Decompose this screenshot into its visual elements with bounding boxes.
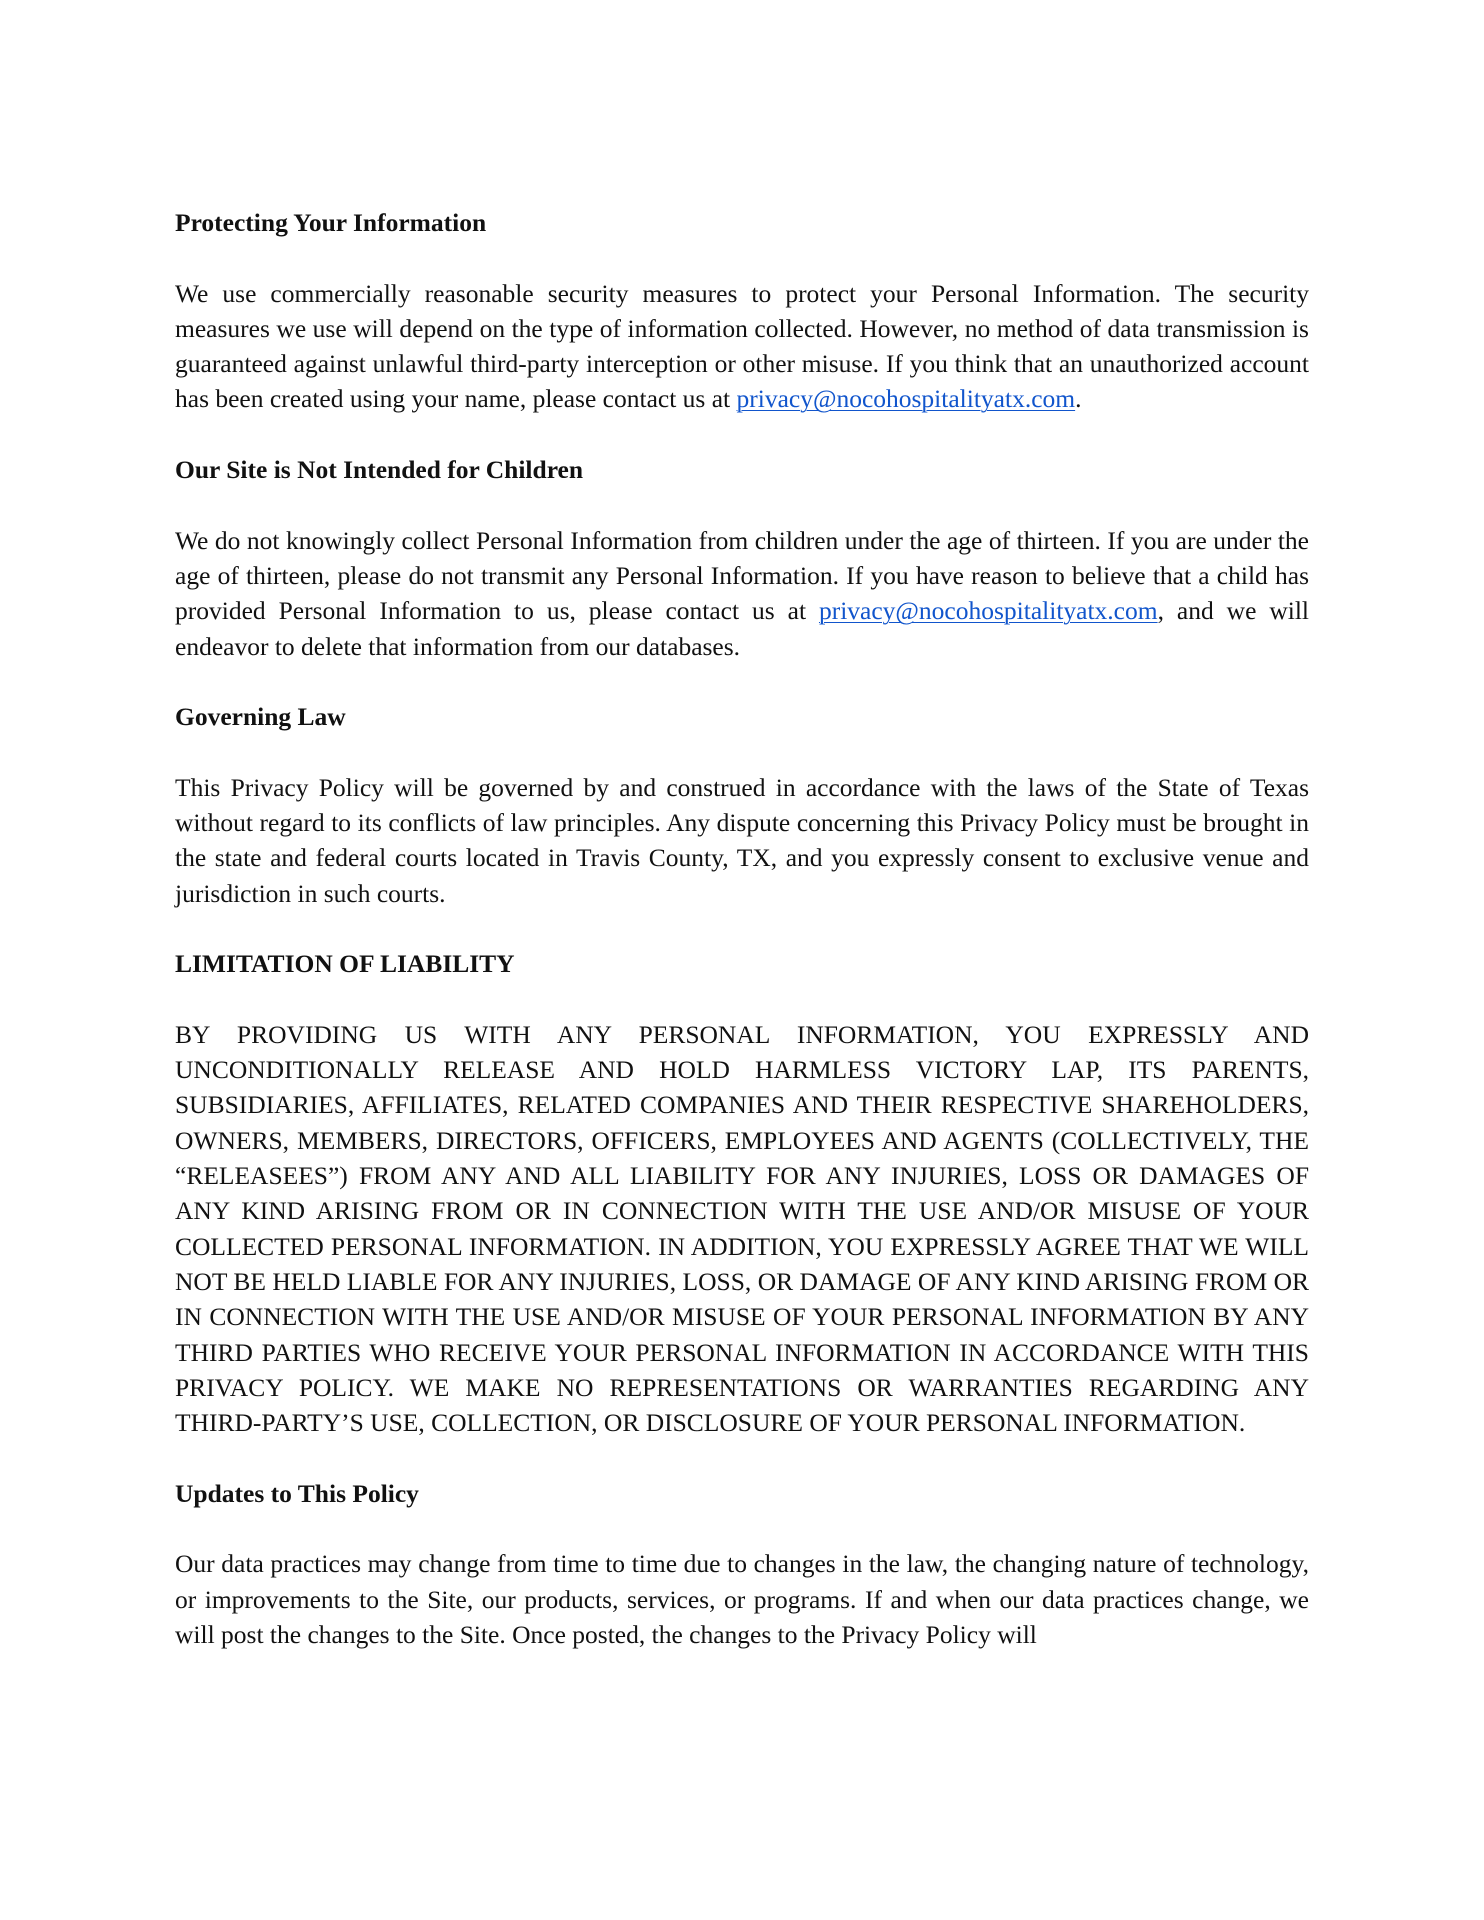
section-heading-limitation-of-liability: LIMITATION OF LIABILITY [175, 949, 515, 979]
body-text: . [1075, 384, 1082, 414]
privacy-email-link[interactable]: privacy@nocohospitalityatx.com [736, 384, 1076, 414]
section-body-protecting-information [175, 276, 1309, 417]
section-body-governing-law: This Privacy Policy will be governed by and construed in accordance with the laws of the State of Texas without regard to its conflicts of law principles. Any dispute concerning this Privacy Policy must be brought in the state and federal courts located in Travis County, TX, and you expressly consent to exclusive venue and jurisdiction in such courts. [175, 772, 1309, 908]
section-heading-governing-law: Governing Law [175, 702, 346, 732]
section-heading-protecting-information: Protecting Your Information [175, 208, 487, 237]
section-heading-updates: Updates to This Policy [175, 1478, 419, 1508]
section-heading-children: Our Site is Not Intended for Children [175, 455, 584, 485]
body-text: We do not knowingly collect Personal Information from children under the age of thirteen. If you are under the age of thirteen, please do not transmit any Personal Information. If you have reason to believe that a child has provided Personal Information to us, please contact us at [175, 525, 1309, 626]
body-text: We use commercially reasonable security measures to protect your Personal Information. The security measures we use will depend on the type of information collected. However, no method of data transmission is guaranteed against unlawful third-party interception or other misuse. If you think that an unauthorized account has been created using your name, please contact us at [175, 278, 1309, 414]
section-body-children [175, 523, 1309, 664]
section-body-updates: Our data practices may change from time to time due to changes in the law, the changing nature of technology, or improvements to the Site, our products, services, or programs. If and when our data practices change, we will post the changes to the Site. Once posted, the changes to the Privacy Policy will [175, 1549, 1309, 1649]
section-body-limitation-of-liability: BY PROVIDING US WITH ANY PERSONAL INFORMATION, YOU EXPRESSLY AND UNCONDITIONALLY RELEASE AND HOLD HARMLESS VICTORY LAP, ITS PARENTS, SUBSIDIARIES, AFFILIATES, RELATED COMPANIES AND THEIR RESPECTIVE SHAREHOLDERS, OWNERS, MEMBERS, DIRECTORS, OFFICERS, EMPLOYEES AND AGENTS (COLLECTIVELY, THE “RELEASEES”) FROM ANY AND ALL LIABILITY FOR ANY INJURIES, LOSS OR DAMAGES OF ANY KIND ARISING FROM OR IN CONNECTION WITH THE USE AND/OR MISUSE OF YOUR COLLECTED PERSONAL INFORMATION. IN ADDITION, YOU EXPRESSLY AGREE THAT WE WILL NOT BE HELD LIABLE FOR ANY INJURIES, LOSS, OR DAMAGE OF ANY KIND ARISING FROM OR IN CONNECTION WITH THE USE AND/OR MISUSE OF YOUR PERSONAL INFORMATION BY ANY THIRD PARTIES WHO RECEIVE YOUR PERSONAL INFORMATION IN ACCORDANCE WITH THIS PRIVACY POLICY. WE MAKE NO REPRESENTATIONS OR WARRANTIES REGARDING ANY THIRD-PARTY’S USE, COLLECTION, OR DISCLOSURE OF YOUR PERSONAL INFORMATION. [175, 1019, 1309, 1438]
document-page [175, 205, 1309, 1652]
body-text: , and we will endeavor to delete that information from our databases. [175, 596, 1309, 661]
privacy-email-link[interactable]: privacy@nocohospitalityatx.com [818, 596, 1158, 626]
